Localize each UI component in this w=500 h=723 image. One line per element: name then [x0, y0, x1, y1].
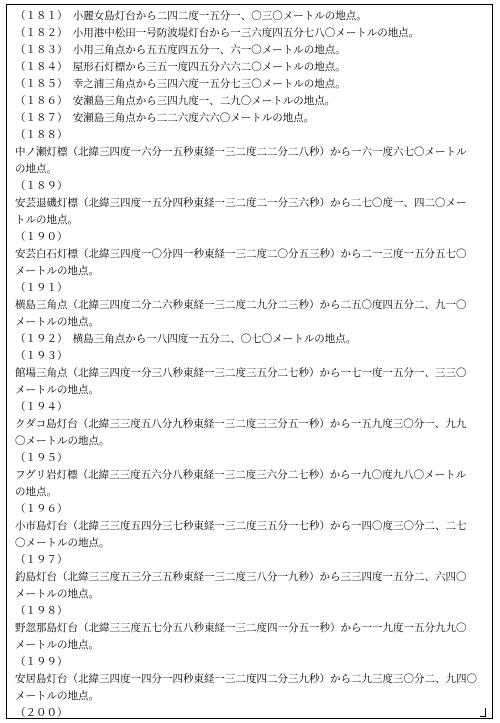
text-line: クダコ島灯台（北緯三三度五八分九秒東経一三二度三三分五一秒）から一五九度三〇分一、九九: [15, 418, 467, 430]
text-line: メートルの地点。: [15, 316, 99, 328]
text-line: （１９０）: [15, 231, 68, 243]
text-line: 〇メートルの地点。: [15, 537, 110, 549]
text-line: （１８５） 幸之浦三角点から三四六度一五分七三〇メートルの地点。: [15, 78, 346, 90]
text-line: （１９２） 横島三角点から一八四度一五分二、〇七〇メートルの地点。: [15, 333, 357, 345]
text-line: （１９５）: [15, 452, 68, 464]
text-line: 安芸退磯灯標（北緯三四度一五分四秒東経一三二度二一分三六秒）から二七〇度一、四二〇メー: [15, 197, 467, 209]
text-line: 安芸白石灯標（北緯三四度一〇分四一秒東経一三二度二〇分五三秒）から二一三度一五分五七〇: [15, 248, 467, 260]
text-line: 野忽那島灯台（北緯三三度五七分五八秒東経一三二度四一分五一秒）から一一九度一五分九九〇: [15, 622, 467, 634]
text-line: 小市島灯台（北緯三三度五四分三七秒東経一三二度三五分一七秒）から一四〇度三〇分二、二七: [15, 520, 467, 532]
text-line: （１８１） 小麗女島灯台から二四二度一五分一、〇三〇メートルの地点。: [15, 10, 367, 22]
text-line: メートルの地点。: [15, 690, 99, 702]
text-line: （１８６） 安瀬島三角点から三四九度一、二九〇メートルの地点。: [15, 95, 336, 107]
text-line: （１９１）: [15, 282, 68, 294]
text-line: メートルの地点。: [15, 265, 99, 277]
text-line: （１８２） 小用港中松田一号防波堤灯台から一三六度四五分七八〇メートルの地点。: [15, 27, 420, 39]
text-line: メートルの地点。: [15, 588, 99, 600]
document-body: [7, 5, 492, 719]
document-frame: [6, 4, 493, 719]
text-line: （１８８）: [15, 129, 68, 141]
text-line: 〇メートルの地点。: [15, 435, 110, 447]
text-line: （１８９）: [15, 180, 68, 192]
text-line: （１９７）: [15, 554, 68, 566]
text-line: の地点。: [15, 486, 57, 498]
text-line: （１９９）: [15, 656, 68, 668]
text-line: （１８３） 小用三角点から五五度四五分一、六一〇メートルの地点。: [15, 44, 346, 56]
text-line: 横島三角点（北緯三四度二分二六秒東経一三二度二九分二三秒）から二五〇度四五分二、九一〇: [15, 299, 467, 311]
text-line: （１８４） 屋形石灯標から三五一度四五分六六二〇メートルの地点。: [15, 61, 346, 73]
corner-mark: [480, 708, 486, 717]
text-line: （１９３）: [15, 350, 68, 362]
text-line: メートルの地点。: [15, 639, 99, 651]
text-line: （１９６）: [15, 503, 68, 515]
text-line: トルの地点。: [15, 214, 78, 226]
text-line: フグリ岩灯標（北緯三三度五六分八秒東経一三二度三六分二七秒）から一九〇度九八〇メートル: [15, 469, 467, 481]
text-line: （２００）: [15, 707, 68, 719]
text-line: 釣島灯台（北緯三三度五三分三五秒東経一三二度三八分一九秒）から三三四度一五分二、六四〇: [15, 571, 467, 583]
text-line: 中ノ瀬灯標（北緯三四度一六分一五秒東経一三二度二二分二八秒）から一六一度六七〇メートル: [15, 146, 467, 158]
text-line: 館場三角点（北緯三四度一分三八秒東経一三二度三五分二七秒）から一七一度一五分一、三三〇: [15, 367, 467, 379]
text-line: の地点。: [15, 163, 57, 175]
text-line: 安居島灯台（北緯三四度一四分一四秒東経一三二度四二分三九秒）から二九三度三〇分二、九四〇: [15, 673, 477, 685]
text-line: （１８７） 安瀬島三角点から二二六度六六〇メートルの地点。: [15, 112, 315, 124]
text-line: メートルの地点。: [15, 384, 99, 396]
text-line: （１９８）: [15, 605, 68, 617]
text-line: （１９４）: [15, 401, 68, 413]
